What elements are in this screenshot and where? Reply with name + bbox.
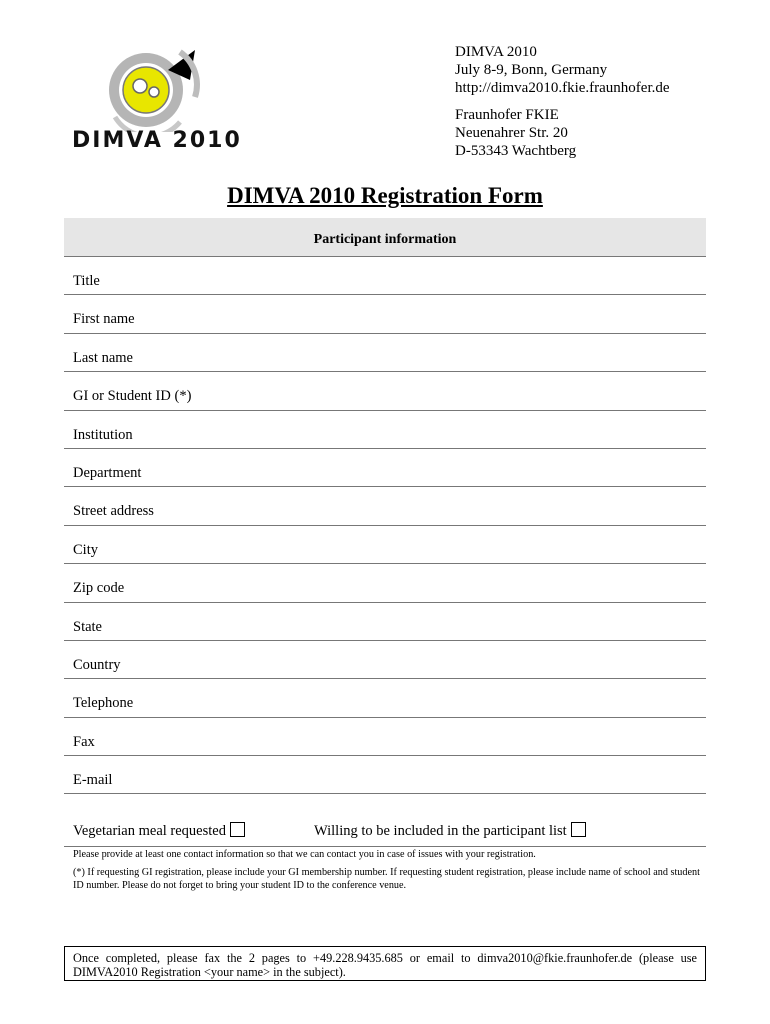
form-field-city[interactable]	[64, 526, 706, 564]
field-label: E-mail	[73, 772, 113, 789]
form-field-first-name[interactable]	[64, 295, 706, 333]
organization: Fraunhofer FKIE	[455, 107, 559, 123]
conference-name: DIMVA 2010	[455, 44, 537, 60]
form-field-last-name[interactable]	[64, 334, 706, 372]
conference-dates: July 8-9, Bonn, Germany	[455, 62, 608, 78]
city: D-53343 Wachtberg	[455, 143, 577, 159]
form-field-street-address[interactable]	[64, 487, 706, 525]
field-label: GI or Student ID (*)	[73, 388, 192, 405]
contact-block	[455, 43, 670, 160]
form-field-department[interactable]	[64, 449, 706, 487]
form-field-state[interactable]	[64, 603, 706, 641]
contact-note: Please provide at least one contact information so that we can contact you in case of issues with your registration.	[73, 849, 536, 860]
logo-text: DIMVA 2010	[72, 128, 242, 153]
form-field-e-mail[interactable]	[64, 756, 706, 794]
form-field-fax[interactable]	[64, 718, 706, 756]
participant-list-label: Willing to be included in the participant list	[314, 823, 567, 839]
participant-fields	[64, 257, 706, 794]
field-label: First name	[73, 311, 135, 328]
participant-list-option	[314, 822, 586, 840]
vegetarian-label: Vegetarian meal requested	[73, 823, 226, 839]
field-label: State	[73, 618, 102, 635]
submission-instructions: Once completed, please fax the 2 pages to +49.228.9435.685 or email to dimva2010@fkie.fraunhofer.de (please use DIMVA2010 Registration <your name> in the subject).	[64, 946, 706, 981]
field-label: Fax	[73, 733, 95, 750]
section-header: Participant information	[64, 218, 706, 257]
form-field-institution[interactable]	[64, 411, 706, 449]
conference-website[interactable]: http://dimva2010.fkie.fraunhofer.de	[455, 80, 670, 96]
field-label: Institution	[73, 426, 133, 443]
form-title: DIMVA 2010 Registration Form	[227, 183, 543, 208]
form-field-title[interactable]	[64, 257, 706, 295]
field-label: Country	[73, 656, 121, 673]
field-label: Title	[73, 273, 100, 289]
vegetarian-option	[73, 822, 245, 840]
form-field-telephone[interactable]	[64, 679, 706, 717]
form-field-gi-or-student-id[interactable]	[64, 372, 706, 410]
field-label: Street address	[73, 503, 154, 520]
form-field-country[interactable]	[64, 641, 706, 679]
street: Neuenahrer Str. 20	[455, 125, 568, 141]
participant-list-checkbox[interactable]	[571, 822, 586, 837]
gi-note: (*) If requesting GI registration, please include your GI membership number. If requesting student registration, please include name of school and student ID number. Please do not forget to bring your student ID to the conference venue.	[73, 867, 700, 891]
options-row	[64, 808, 706, 847]
vegetarian-checkbox[interactable]	[230, 822, 245, 837]
field-label: Telephone	[73, 695, 134, 712]
field-label: Department	[73, 464, 142, 481]
field-label: City	[73, 541, 98, 558]
field-label: Last name	[73, 349, 133, 366]
form-field-zip-code[interactable]	[64, 564, 706, 602]
field-label: Zip code	[73, 580, 125, 597]
